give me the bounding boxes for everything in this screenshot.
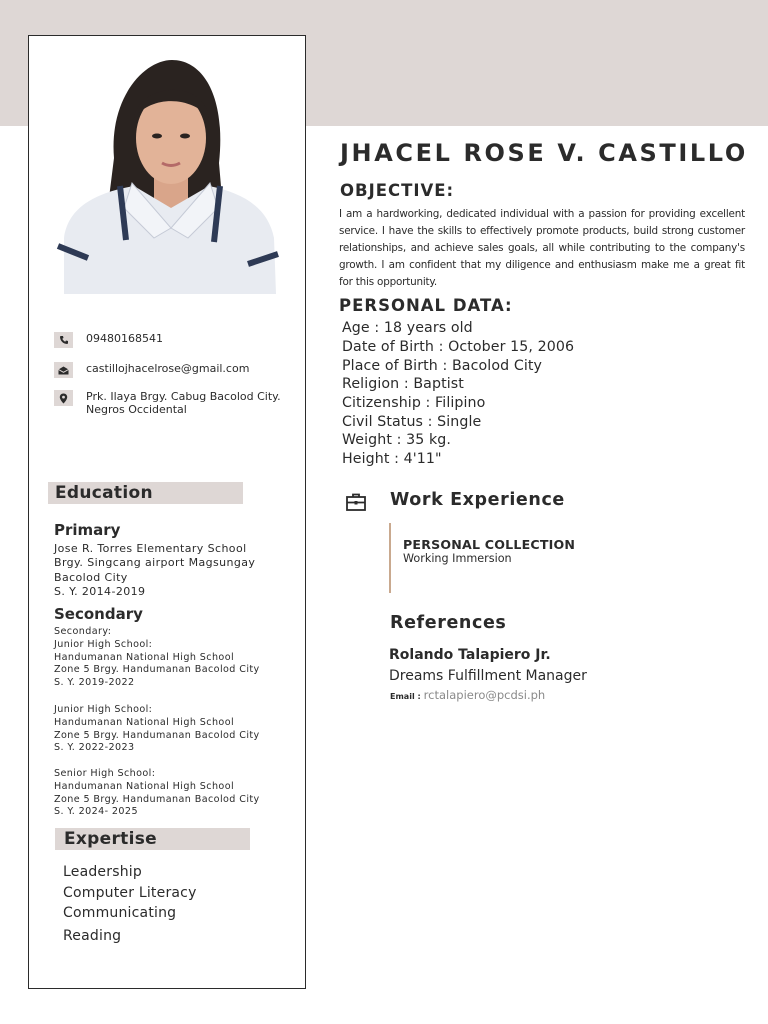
phone-icon <box>54 332 73 348</box>
work-company: PERSONAL COLLECTION <box>403 537 576 552</box>
reference-email-label: Email : <box>390 692 421 701</box>
reference-email-value[interactable]: rctalapiero@pcdsi.ph <box>423 688 546 702</box>
envelope-icon <box>54 362 73 378</box>
primary-details: Jose R. Torres Elementary School Brgy. Singcang airport Magsungay Bacolod City S. Y. 2014-2019 <box>54 542 256 599</box>
personal-data-birthdate: Date of Birth : October 15, 2006 <box>342 339 575 355</box>
briefcase-icon <box>345 492 367 512</box>
reference-email <box>390 688 545 702</box>
expertise-item: Leadership <box>63 864 142 880</box>
personal-data-age: Age : 18 years old <box>342 320 473 336</box>
expertise-item: Reading <box>63 928 122 944</box>
personal-data-religion: Religion : Baptist <box>342 376 464 392</box>
reference-title: Dreams Fulfillment Manager <box>389 668 587 684</box>
work-role: Working Immersion <box>403 552 512 565</box>
secondary-label: Secondary <box>54 605 143 623</box>
profile-photo <box>54 58 280 294</box>
contact-phone <box>54 332 163 348</box>
education-heading: Education <box>55 483 153 503</box>
personal-data-citizenship: Citizenship : Filipino <box>342 395 486 411</box>
personal-data-birthplace: Place of Birth : Bacolod City <box>342 358 543 374</box>
objective-text: I am a hardworking, dedicated individual with a passion for providing excellent service. I have the skills to effectively promote products, build strong customer relationships, and achieve sales goals, all while contributing to the company's growth. I am confident that my diligence and enthusiasm make me a great fit for this opportunity. <box>339 208 745 288</box>
reference-name: Rolando Talapiero Jr. <box>389 647 551 663</box>
personal-data-weight: Weight : 35 kg. <box>342 432 452 448</box>
contact-email <box>54 362 249 378</box>
personal-data-civil-status: Civil Status : Single <box>342 414 482 430</box>
objective-heading: OBJECTIVE: <box>340 181 455 200</box>
personal-data-height: Height : 4'11" <box>342 451 442 467</box>
references-heading: References <box>390 613 507 633</box>
phone-number: 09480168541 <box>86 332 163 345</box>
full-name: JHACEL ROSE V. CASTILLO <box>340 139 748 167</box>
primary-label: Primary <box>54 521 121 539</box>
expertise-heading: Expertise <box>64 829 157 849</box>
contact-address <box>54 390 301 416</box>
secondary-block-2: Junior High School: Handumanan National High School Zone 5 Brgy. Handumanan Bacolod City S. Y. 2022-2023 <box>54 704 260 754</box>
email-address[interactable]: castillojhacelrose@gmail.com <box>86 362 250 375</box>
location-pin-icon <box>54 390 73 406</box>
work-experience-heading: Work Experience <box>390 490 565 510</box>
expertise-item: Computer Literacy <box>63 885 197 901</box>
secondary-block-3: Senior High School: Handumanan National High School Zone 5 Brgy. Handumanan Bacolod City S. Y. 2024- 2025 <box>54 768 260 818</box>
personal-data-heading: PERSONAL DATA: <box>339 296 513 315</box>
expertise-item: Communicating <box>63 905 177 921</box>
secondary-block-1: Secondary: Junior High School: Handumanan National High School Zone 5 Brgy. Handumanan Bacolod City S. Y. 2019-2022 <box>54 626 260 689</box>
work-timeline-line <box>389 523 391 593</box>
address: Prk. Ilaya Brgy. Cabug Bacolod City. Negros Occidental <box>86 390 281 416</box>
